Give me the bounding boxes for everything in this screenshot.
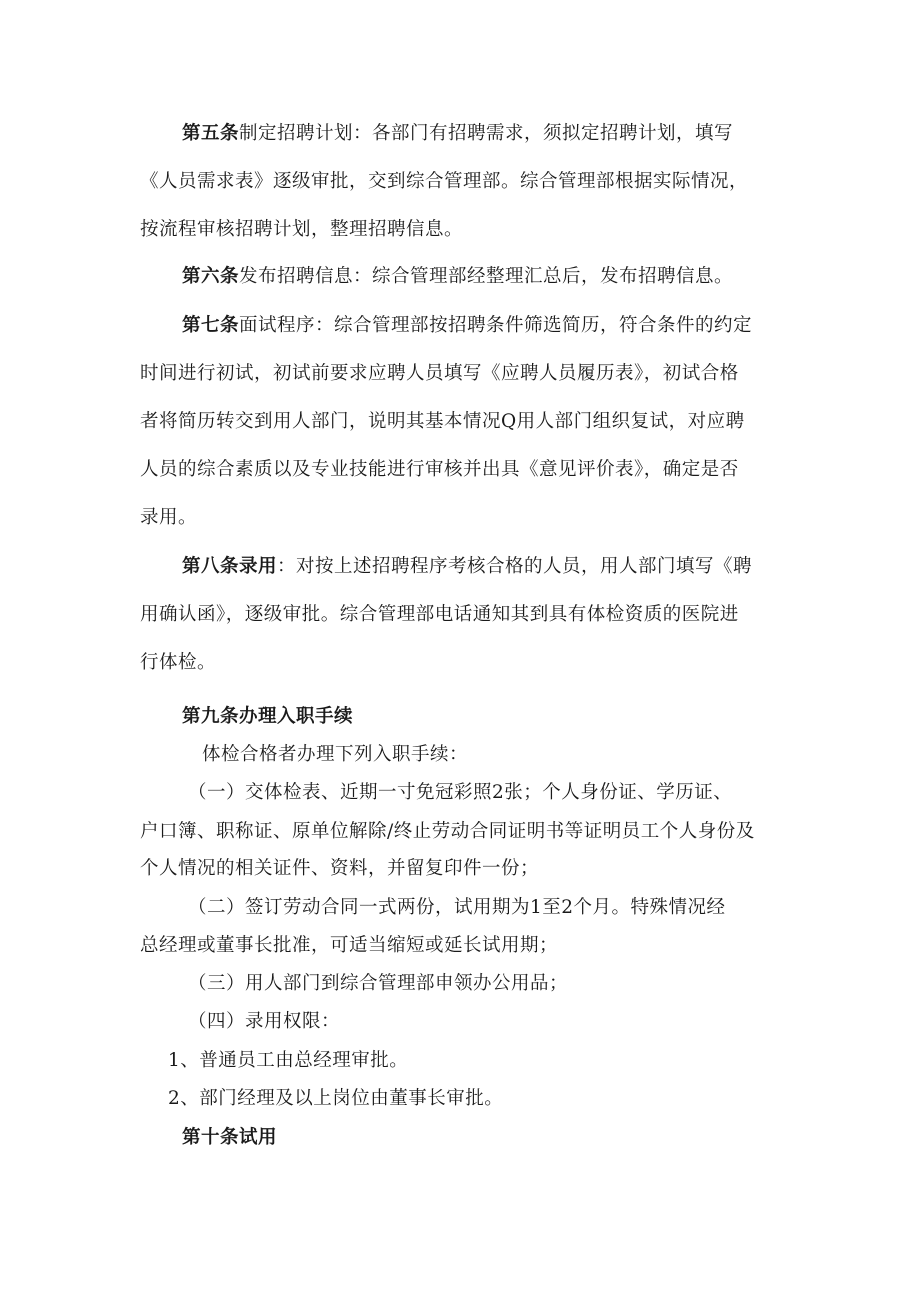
article-7-text-1: 面试程序：综合管理部按招聘条件筛选简历，符合条件的约定 (239, 315, 753, 336)
article-9-item-4: （四）录用权限： (188, 1011, 341, 1032)
article-9-title: 第九条办理入职手续 (182, 706, 354, 727)
article-5-line-1 (182, 125, 733, 144)
article-9-item-3: （三）用人部门到综合管理部申领办公用品； (188, 973, 569, 994)
article-9-number-2: 2、部门经理及以上岗位由董事长审批。 (168, 1088, 504, 1109)
article-8-line-2: 用确认函》，逐级审批。综合管理部电话通知其到具有体检资质的医院进 (140, 604, 739, 625)
article-7-line-1 (182, 317, 752, 336)
article-5-text-1: 制定招聘计划：各部门有招聘需求，须拟定招聘计划，填写 (239, 123, 734, 144)
article-9-intro: 体检合格者办理下列入职手续： (202, 744, 469, 765)
article-9-item-2-line-2: 总经理或董事长批准，可适当缩短或延长试用期； (140, 935, 559, 956)
article-6-title: 第六条 (182, 266, 240, 287)
article-8-title: 第八条录用 (182, 556, 278, 577)
article-10-title: 第十条试用 (182, 1127, 278, 1148)
article-9-item-1-line-1: （一）交体检表、近期一寸免冠彩照2张；个人身份证、学历证、 (188, 782, 733, 803)
article-7-line-3: 者将简历转交到用人部门，说明其基本情况Q用人部门组织复试，对应聘 (140, 411, 745, 432)
article-6-line-1 (182, 268, 733, 287)
article-9-number-1: 1、普通员工由总经理审批。 (168, 1050, 409, 1071)
article-7-line-5: 录用。 (140, 507, 198, 528)
article-7-title: 第七条 (182, 315, 240, 336)
article-8-line-3: 行体检。 (140, 652, 217, 673)
article-5-title: 第五条 (182, 123, 240, 144)
article-8-text-1: ：对按上述招聘程序考核合格的人员，用人部门填写《聘 (277, 556, 753, 577)
article-7-line-2: 时间进行初试，初试前要求应聘人员填写《应聘人员履历表》，初试合格 (140, 363, 739, 384)
article-6-text-1: 发布招聘信息：综合管理部经整理汇总后，发布招聘信息。 (239, 266, 734, 287)
article-9-item-2-line-1: （二）签订劳动合同一式两份，试用期为1至2个月。特殊情况经 (188, 897, 726, 918)
article-7-line-4: 人员的综合素质以及专业技能进行审核并出具《意见评价表》，确定是否 (140, 459, 739, 480)
article-5-line-2: 《人员需求表》逐级审批，交到综合管理部。综合管理部根据实际情况， (140, 171, 749, 192)
article-9-item-1-line-3: 个人情况的相关证件、资料，并留复印件一份； (140, 858, 540, 879)
article-5-line-3: 按流程审核招聘计划，整理招聘信息。 (140, 219, 464, 240)
article-9-item-1-line-2: 户口簿、职称证、原单位解除/终止劳动合同证明书等证明员工个人身份及 (140, 821, 755, 842)
article-8-line-1 (182, 558, 752, 577)
